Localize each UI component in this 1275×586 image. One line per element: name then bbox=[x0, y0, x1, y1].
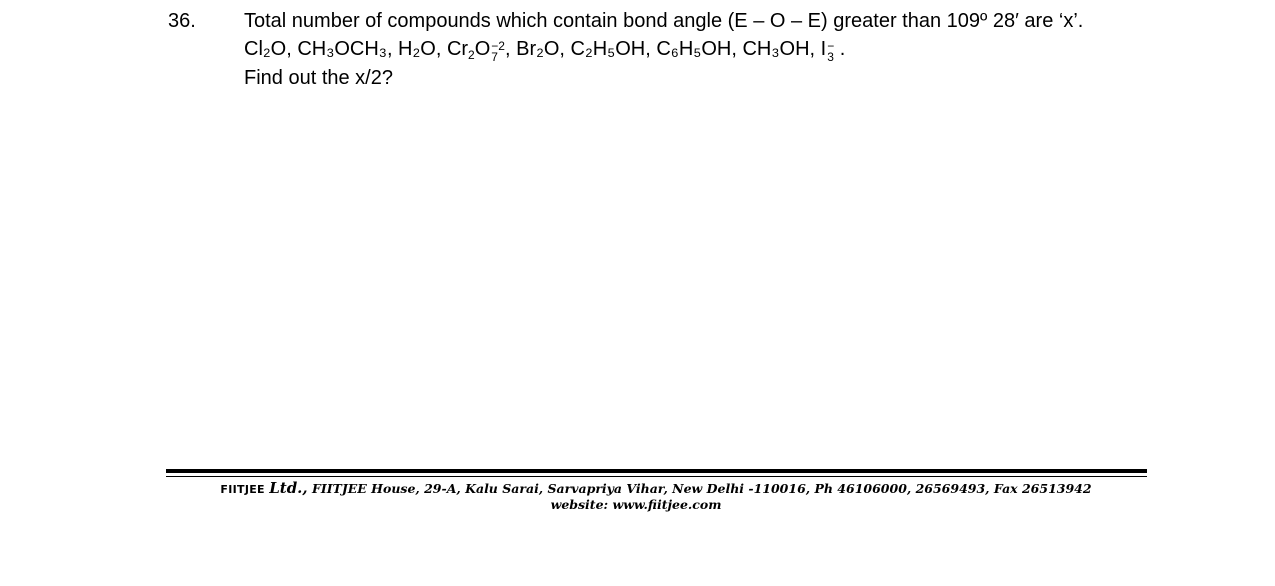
question-text-line-1: Total number of compounds which contain bond angle (E – O – E) greater than 109º 28′ are ‘x’. bbox=[244, 10, 1084, 32]
compound-list-line bbox=[244, 37, 846, 64]
question-number: 36. bbox=[168, 10, 196, 32]
footer-rule-thin bbox=[166, 476, 1147, 477]
footer-rule-thick bbox=[166, 469, 1147, 473]
footer-website: website: www.fiitjee.com bbox=[550, 497, 722, 512]
dichromate-ion: $Cr_2O$ −2 7 bbox=[446, 38, 505, 64]
compound-list-part-a: Cl₂O, CH₃OCH₃, H₂O, bbox=[244, 38, 447, 60]
triiodide-ion: I − 3 bbox=[820, 38, 835, 64]
footer-address-line bbox=[150, 481, 1162, 497]
line-end: . bbox=[834, 38, 846, 60]
fiitjee-logo: FIITJEE bbox=[220, 483, 265, 496]
footer-ltd: Ltd., bbox=[269, 479, 308, 497]
question-prompt: Find out the x/2? bbox=[244, 67, 393, 89]
footer-address: FIITJEE House, 29-A, Kalu Sarai, Sarvapriya Vihar, New Delhi -110016, Ph 46106000, 26569493, Fax 26513942 bbox=[307, 481, 1092, 496]
compound-list-part-b: , Br₂O, C₂H₅OH, C₆H₅OH, CH₃OH, bbox=[504, 38, 821, 60]
